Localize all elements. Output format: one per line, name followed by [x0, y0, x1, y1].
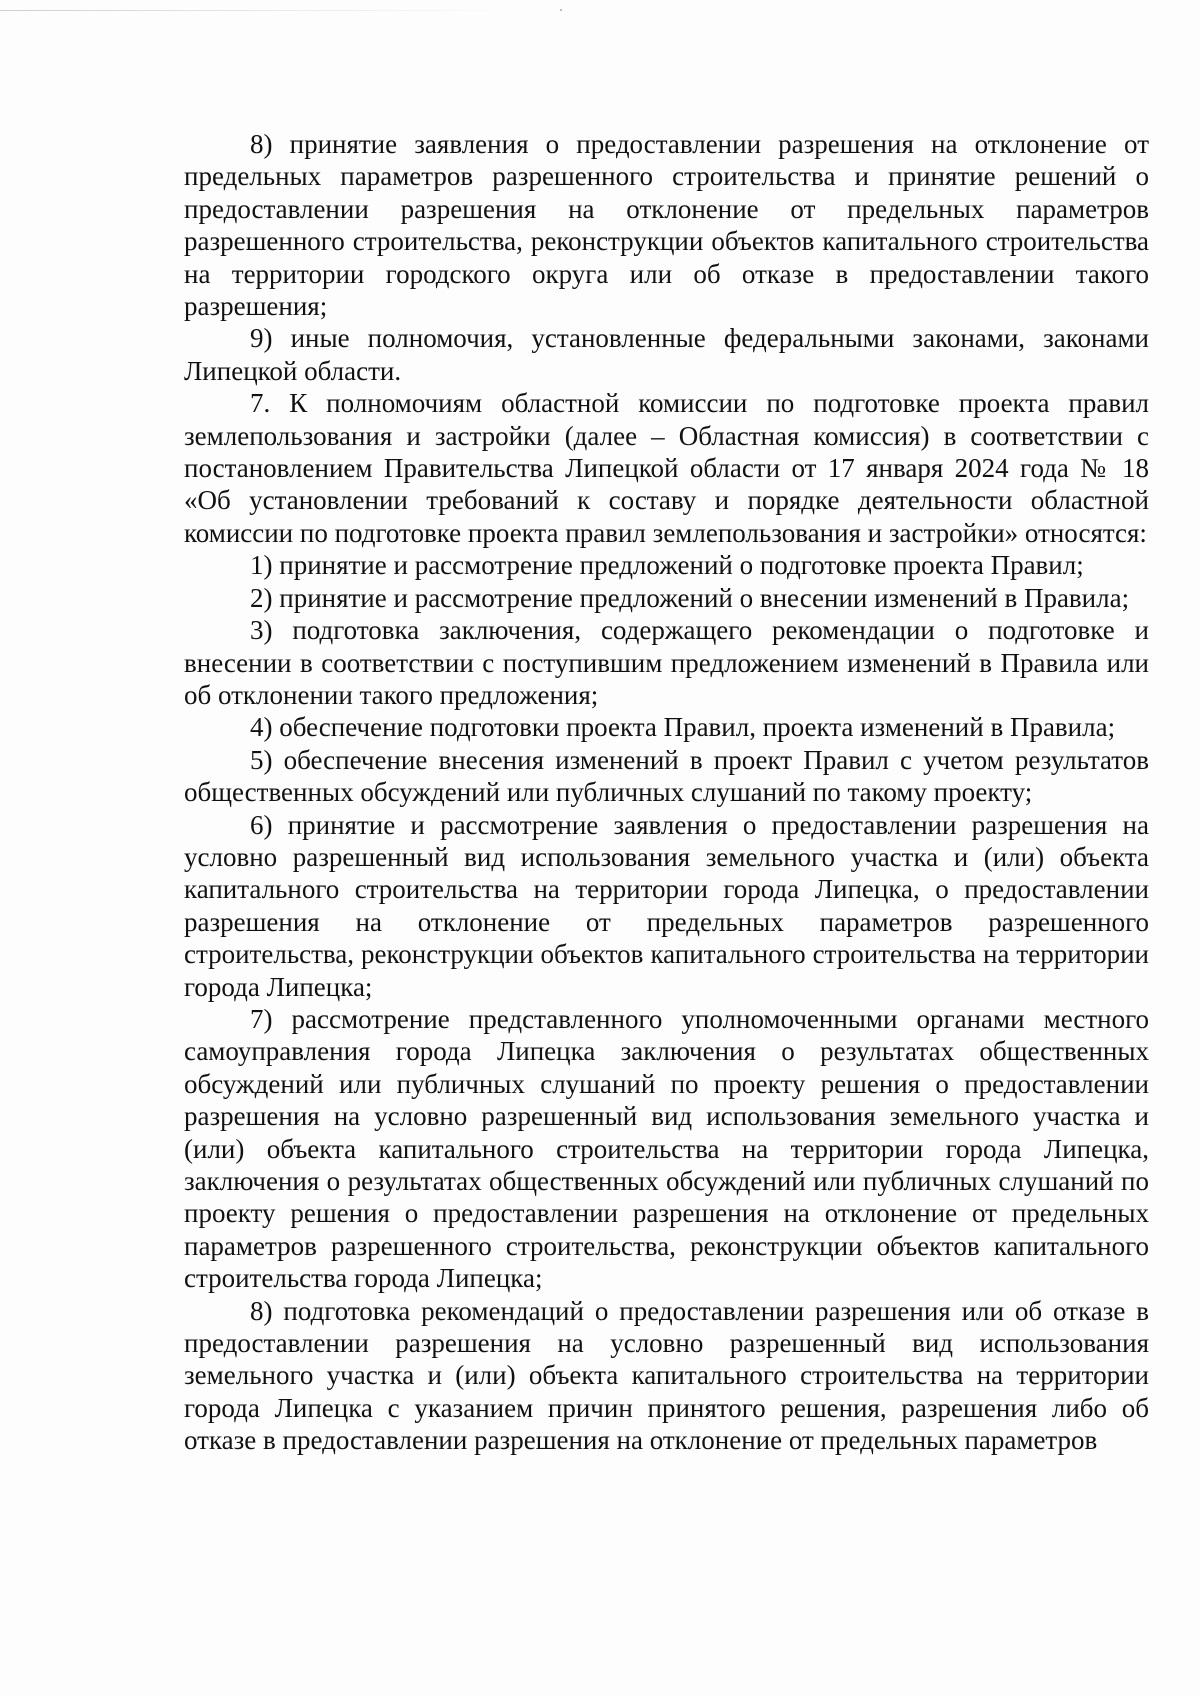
paragraph-item-9-other-powers: 9) иные полномочия, установленные федеральными законами, законами Липецкой области.: [184, 323, 1149, 386]
paragraph-item-2-proposals-changes: 2) принятие и рассмотрение предложений о внесении изменений в Правила;: [250, 582, 1130, 613]
document-body: [184, 128, 1149, 1457]
paragraph-section-7-regional-commission: 7. К полномочиям областной комиссии по подготовке проекта правил землепользования и застройки (далее – Областная комиссия) в соответствии с постановлением Правительства Липецкой области от 17 января 2024 года № 18 «Об установлении требований к составу и порядке деятельности областной комиссии по подготовке проекта правил землепользования и застройки» относятся:: [184, 388, 1149, 548]
paragraph-item-4-project-preparation: 4) обеспечение подготовки проекта Правил, проекта изменений в Правила;: [250, 712, 1116, 743]
paragraph-item-3-conclusion: 3) подготовка заключения, содержащего рекомендации о подготовке и внесении в соответствии с поступившим предложением изменений в Правила или об отклонении такого предложения;: [184, 615, 1149, 710]
paragraph-item-5-project-changes: 5) обеспечение внесения изменений в проект Правил с учетом результатов общественных обсуждений или публичных слушаний по такому проекту;: [184, 744, 1149, 808]
paragraph-item-1-proposals-rules: 1) принятие и рассмотрение предложений о подготовке проекта Правил;: [250, 550, 1084, 581]
scan-edge-line: [0, 10, 520, 11]
paragraph-item-7-hearing-results: 7) рассмотрение представленного уполномоченными органами местного самоуправления города Липецка заключения о результатах общественных обсуждений или публичных слушаний по проекту решения о предоставлении разрешения на условно разрешенный вид использования земельного участка и (или) объекта капитального строительства на территории города Липецка, заключения о результатах общественных обсуждений или публичных слушаний по проекту решения о предоставлении разрешения на отклонение от предельных параметров разрешенного строительства, реконструкции объектов капитального строительства города Липецка;: [184, 1003, 1149, 1294]
paragraph-item-8-recommendations: 8) подготовка рекомендаций о предоставлении разрешения или об отказе в предоставлении разрешения на условно разрешенный вид использования земельного участка и (или) объекта капитального строительства на территории города Липецка с указанием причин принятого решения, разрешения либо об отказе в предоставлении разрешения на отклонение от предельных параметров: [184, 1295, 1149, 1456]
scan-artifact-dot: [560, 9, 562, 11]
paragraph-item-6-applications: 6) принятие и рассмотрение заявления о предоставлении разрешения на условно разрешенный вид использования земельного участка и (или) объекта капитального строительства на территории города Липецка, о предоставлении разрешения на отклонение от предельных параметров разрешенного строительства, реконструкции объектов капитального строительства на территории города Липецка;: [184, 809, 1149, 1002]
paragraph-item-8-permission-deviation: 8) принятие заявления о предоставлении разрешения на отклонение от предельных параметров разрешенного строительства и принятие решений о предоставлении разрешения на отклонение от предельных параметров разрешенного строительства, реконструкции объектов капитального строительства на территории городского округа или об отказе в предоставлении такого разрешения;: [184, 129, 1149, 322]
